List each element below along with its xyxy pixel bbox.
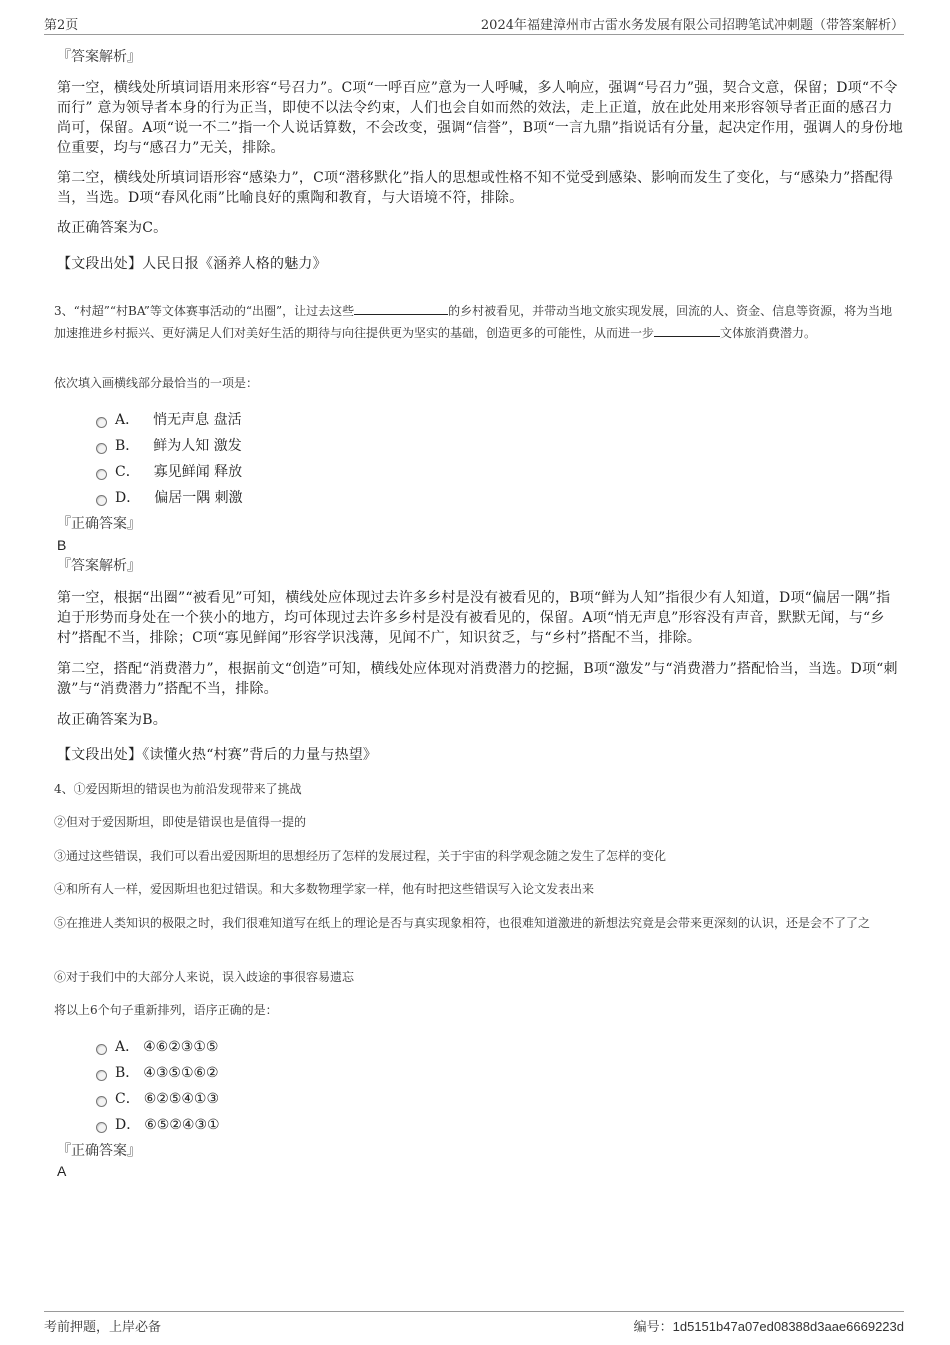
option-letter: C． <box>115 1091 140 1107</box>
option-letter: B． <box>115 1065 140 1081</box>
option-text: ⑥②⑤④①③ <box>143 1091 220 1107</box>
q4-correct-title: 『正确答案』 <box>57 1143 141 1159</box>
q3-analysis-paragraph-2: 第二空，搭配“消费潜力”，根据前文“创造”可知，横线处应体现对消费潜力的挖掘，B项“激发”与“消费潜力”搭配恰当，当选。D项“刺激”与“消费潜力”搭配不当，排除。 <box>57 661 898 697</box>
radio-button-icon[interactable] <box>96 1122 107 1133</box>
option-text: ④⑥②③①⑤ <box>143 1039 219 1055</box>
q4-sentence-3: ③通过这些错误，我们可以看出爱因斯坦的思想经历了怎样的发展过程，关于宇宙的科学观念随之发生了怎样的变化 <box>54 849 667 863</box>
page-header <box>44 14 904 35</box>
document-title: 2024年福建漳州市古雷水务发展有限公司招聘笔试冲刺题（带答案解析） <box>480 18 904 33</box>
option-letter: A． <box>115 412 140 428</box>
option-letter: D． <box>115 1117 141 1133</box>
q3-stem-part-2: 的乡村被看见，并带动当地文旅实现发展，回流的人、资金、信息等资源，将为当地加速推进乡村振兴、更好满足人们对美好生活的期待与向往提供更为坚实的基础，创造更多的可能性，从而进一步 <box>54 304 893 340</box>
radio-button-icon[interactable] <box>96 495 107 506</box>
q2-conclusion: 故正确答案为C。 <box>57 220 168 236</box>
q4-options <box>57 1034 904 1138</box>
q4-prompt: 将以上6个句子重新排列，语序正确的是： <box>54 1003 278 1017</box>
option-text: ④③⑤①⑥② <box>143 1065 219 1081</box>
option-text: ⑥⑤②④③① <box>144 1117 220 1133</box>
q3-stem-part-3: 文体旅消费潜力。 <box>720 326 817 340</box>
q3-options <box>57 407 904 511</box>
option-letter: A． <box>115 1039 140 1055</box>
q3-stem <box>54 300 904 344</box>
q3-blank-2 <box>654 324 720 337</box>
option-letter: C． <box>115 464 140 480</box>
option-text: 寡见鲜闻 释放 <box>153 464 243 480</box>
option-text: 偏居一隅 刺激 <box>154 490 243 506</box>
radio-button-icon[interactable] <box>96 1044 107 1055</box>
q4-option-c[interactable] <box>57 1086 904 1112</box>
footer-doc-id-code: 1d5151b47a07ed08388d3aae6669223d <box>672 1319 904 1334</box>
footer-slogan: 考前押题，上岸必备 <box>44 1320 162 1335</box>
q3-option-d[interactable] <box>57 485 904 511</box>
q3-blank-1 <box>354 302 448 315</box>
q4-option-b[interactable] <box>57 1060 904 1086</box>
q3-correct-answer: B <box>57 537 67 553</box>
option-text: 悄无声息 盘活 <box>153 412 242 428</box>
q3-source: 【文段出处】《读懂火热“村赛”背后的力量与热望》 <box>57 747 378 763</box>
radio-button-icon[interactable] <box>96 1070 107 1081</box>
radio-button-icon[interactable] <box>96 469 107 480</box>
option-letter: D． <box>115 490 141 506</box>
page-number: 第2页 <box>44 18 79 33</box>
q4-option-d[interactable] <box>57 1112 904 1138</box>
q4-option-a[interactable] <box>57 1034 904 1060</box>
q4-sentence-1: 4、①爱因斯坦的错误也为前沿发现带来了挑战 <box>54 782 302 796</box>
q2-source: 【文段出处】人民日报《涵养人格的魅力》 <box>57 256 327 272</box>
q2-analysis-title: 『答案解析』 <box>57 49 141 65</box>
footer-doc-id <box>634 1316 904 1335</box>
radio-button-icon[interactable] <box>96 1096 107 1107</box>
q4-sentence-4: ④和所有人一样，爱因斯坦也犯过错误。和大多数物理学家一样，他有时把这些错误写入论文发表出来 <box>54 882 595 896</box>
radio-button-icon[interactable] <box>96 443 107 454</box>
q2-analysis-paragraph-2: 第二空，横线处所填词语形容“感染力”，C项“潜移默化”指人的思想或性格不知不觉受到感染、影响而发生了变化，与“感染力”搭配得当，当选。D项“春风化雨”比喻良好的熏陶和教育，与大语境不符，排除。 <box>57 170 894 206</box>
q4-sentence-5: ⑤在推进人类知识的极限之时，我们很难知道写在纸上的理论是否与真实现象相符，也很难知道激进的新想法究竟是会带来更深刻的认识，还是会不了了之 <box>54 916 871 930</box>
q3-stem-part-1: 3、“村超”“村BA”等文体赛事活动的“出圈”，让过去这些 <box>54 304 355 318</box>
q3-analysis-paragraph-1: 第一空，根据“出圈”“被看见”可知，横线处应体现过去许多乡村是没有被看见的，B项“鲜为人知”指很少有人知道，D项“偏居一隅”指迫于形势而身处在一个狭小的地方，均可体现过去许多乡村是没有被看见的，保留。A项“悄无声息”形容没有声音，默默无闻，与“乡村”搭配不当，排除；C项“寡见鲜闻”形容学识浅薄，见闻不广，知识贫乏，与“乡村”搭配不当，排除。 <box>57 590 891 646</box>
q3-option-c[interactable] <box>57 459 904 485</box>
q2-analysis-paragraph-1: 第一空，横线处所填词语用来形容“号召力”。C项“一呼百应”意为一人呼喊，多人响应，强调“号召力”强，契合文意，保留；D项“不令而行” 意为领导者本身的行为正当，即使不以法令约束，人们也会自如而然的效法，走上正道，放在此处用来形容领导者正面的感召力尚可，保留。A项“说一不二”指一个人说话算数，不会改变，强调“信誉”，B项“一言九鼎”指说话有分量，起决定作用，强调人的身份地位重要，均与“感召力”无关，排除。 <box>57 80 903 156</box>
q3-option-b[interactable] <box>57 433 904 459</box>
q4-correct-answer: A <box>57 1163 67 1179</box>
q3-option-a[interactable] <box>57 407 904 433</box>
radio-button-icon[interactable] <box>96 417 107 428</box>
q4-sentence-2: ②但对于爱因斯坦，即使是错误也是值得一提的 <box>54 815 307 829</box>
q3-conclusion: 故正确答案为B。 <box>57 712 167 728</box>
q3-analysis-title: 『答案解析』 <box>57 558 141 574</box>
q3-correct-title: 『正确答案』 <box>57 516 141 532</box>
option-letter: B． <box>115 438 140 454</box>
q4-sentence-6: ⑥对于我们中的大部分人来说，误入歧途的事很容易遗忘 <box>54 970 355 984</box>
option-text: 鲜为人知 激发 <box>153 438 242 454</box>
footer-doc-id-label: 编号： <box>633 1320 673 1335</box>
page-footer <box>44 1311 904 1334</box>
q3-prompt: 依次填入画横线部分最恰当的一项是： <box>54 376 259 390</box>
